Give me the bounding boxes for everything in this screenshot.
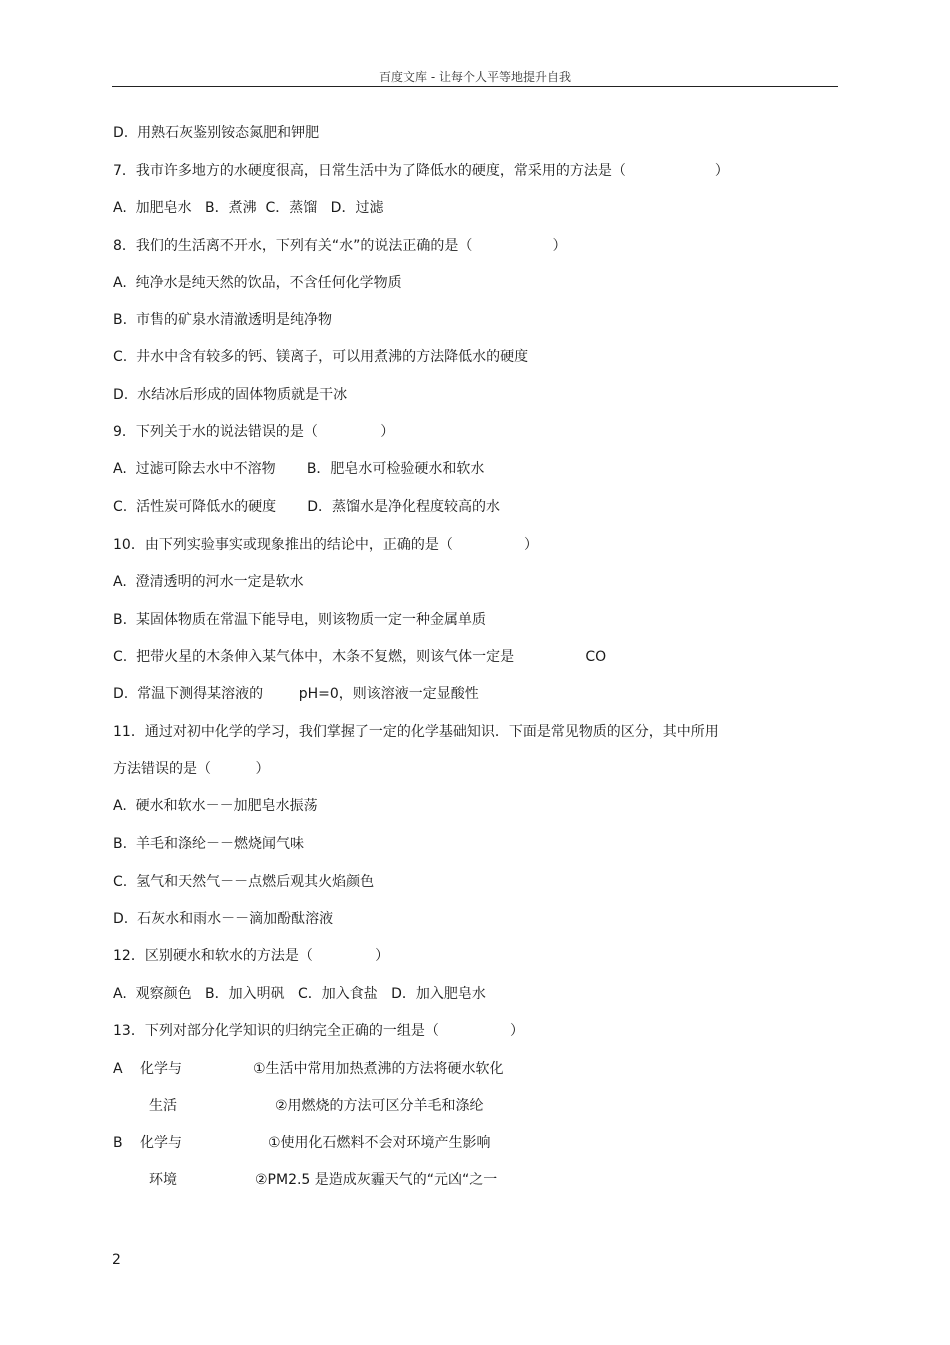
question-11: 11．通过对初中化学的学习，我们掌握了一定的化学基础知识．下面是常见物质的区分，其中所用 [113, 724, 719, 740]
question-7: 7．我市许多地方的水硬度很高，日常生活中为了降低水的硬度，常采用的方法是（ ） [113, 163, 729, 179]
row-a-category: 化学与 [140, 1061, 182, 1077]
question-8: 8．我们的生活离不开水，下列有关“水”的说法正确的是（ ） [113, 238, 567, 254]
question-10-option-c: C. 把带火星的木条伸入某气体中，木条不复燃，则该气体一定是 CO [113, 649, 607, 665]
question-10-option-a: A. 澄清透明的河水一定是软水 [113, 574, 304, 590]
question-8-option-c: C. 井水中含有较多的钙、镁离子，可以用煮沸的方法降低水的硬度 [113, 349, 529, 365]
row-b-label: B [113, 1135, 123, 1151]
row-a-item-1: ①生活中常用加热煮沸的方法将硬水软化 [253, 1061, 504, 1077]
question-8-option-b: B. 市售的矿泉水清澈透明是纯净物 [113, 312, 332, 328]
question-10: 10．由下列实验事实或现象推出的结论中，正确的是（ ） [113, 537, 539, 553]
page-header: 百度文库 - 让每个人平等地提升自我 [379, 70, 571, 84]
question-11-option-d: D. 石灰水和雨水－－滴加酚酞溶液 [113, 911, 334, 927]
question-11-option-b: B. 羊毛和涤纶－－燃烧闻气味 [113, 836, 304, 852]
question-9: 9．下列关于水的说法错误的是（ ） [113, 424, 395, 440]
row-b-item-2: ②PM2.5 是造成灰霾天气的“元凶“之一 [255, 1172, 498, 1188]
question-7-options: A. 加肥皂水 B．煮沸 C．蒸馏 D．过滤 [113, 200, 384, 216]
question-12-options: A. 观察颜色 B．加入明矾 C．加入食盐 D．加入肥皂水 [113, 986, 486, 1002]
question-9-options-ab: A. 过滤可除去水中不溶物 B．肥皂水可检验硬水和软水 [113, 461, 485, 477]
page-number: 2 [112, 1252, 121, 1268]
header-rule [112, 86, 838, 87]
question-12: 12．区别硬水和软水的方法是（ ） [113, 948, 390, 964]
question-11-option-c: C. 氢气和天然气－－点燃后观其火焰颜色 [113, 874, 375, 890]
row-a-item-2: ②用燃烧的方法可区分羊毛和涤纶 [275, 1098, 484, 1114]
question-10-option-d: D. 常温下测得某溶液的 pH=0，则该溶液一定显酸性 [113, 686, 479, 702]
question-10-option-b: B. 某固体物质在常温下能导电，则该物质一定一种金属单质 [113, 612, 486, 628]
question-13: 13．下列对部分化学知识的归纳完全正确的一组是（ ） [113, 1023, 525, 1039]
question-9-options-cd: C. 活性炭可降低水的硬度 D．蒸馏水是净化程度较高的水 [113, 499, 501, 515]
row-a-label: A [113, 1061, 123, 1077]
question-11-option-a: A. 硬水和软水－－加肥皂水振荡 [113, 798, 318, 814]
option-line: D. 用熟石灰鉴别铵态氮肥和钾肥 [113, 125, 320, 141]
row-b-item-1: ①使用化石燃料不会对环境产生影响 [268, 1135, 491, 1151]
question-11-continued: 方法错误的是（ ） [113, 761, 270, 777]
question-8-option-a: A. 纯净水是纯天然的饮品，不含任何化学物质 [113, 275, 402, 291]
row-b-category-2: 环境 [149, 1172, 177, 1188]
row-a-category-2: 生活 [149, 1098, 177, 1114]
row-b-category: 化学与 [140, 1135, 182, 1151]
question-8-option-d: D. 水结冰后形成的固体物质就是干冰 [113, 387, 348, 403]
